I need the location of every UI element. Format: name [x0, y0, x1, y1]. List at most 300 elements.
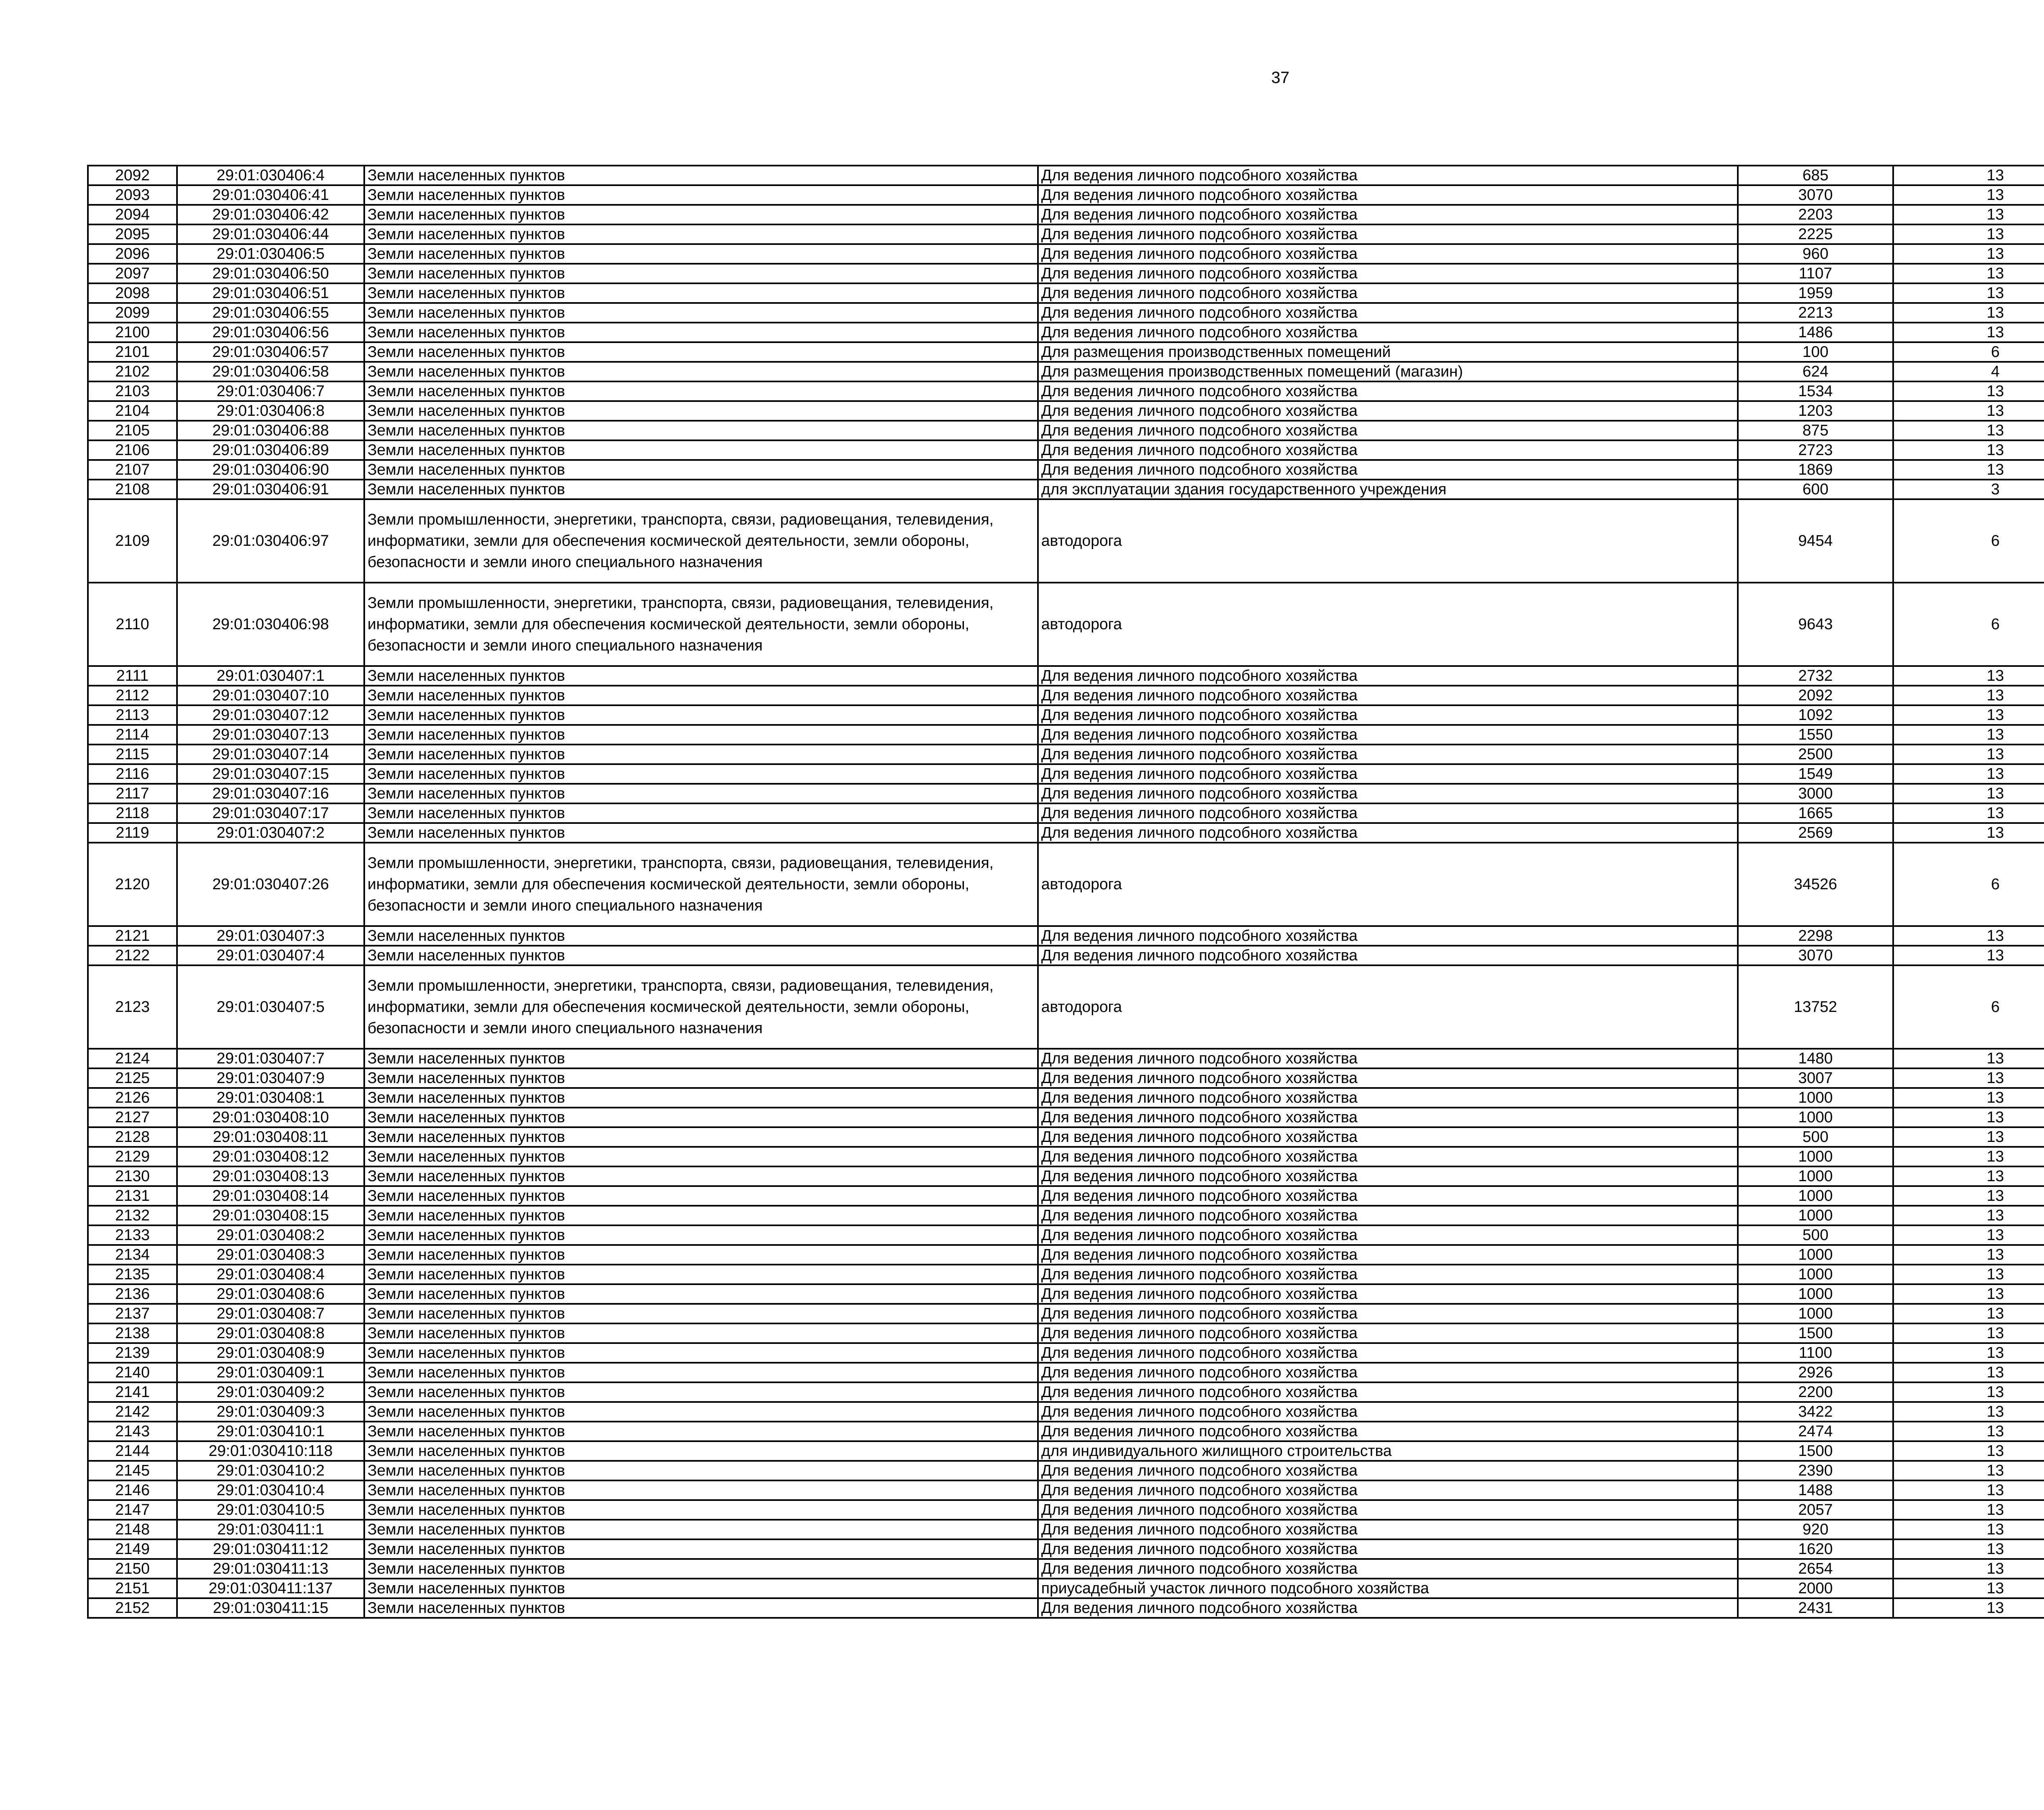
area-cell: 1959 [1738, 283, 1893, 303]
area-cell: 1100 [1738, 1343, 1893, 1363]
area-cell: 500 [1738, 1127, 1893, 1147]
cadastral-number-cell: 29:01:030406:97 [177, 499, 364, 583]
group-cell: 13 [1893, 1520, 2044, 1539]
cadastral-number-cell: 29:01:030410:5 [177, 1500, 364, 1520]
row-number-cell: 2147 [88, 1500, 177, 1520]
land-category-cell: Земли промышленности, энергетики, транспорта, связи, радиовещания, телевидения, информатики, земли для обеспечения космической деятельности, земли обороны, безопасности и земли иного специального назначения [364, 583, 1038, 666]
land-category-cell: Земли населенных пунктов [364, 264, 1038, 283]
table-row [88, 946, 2044, 965]
row-number-cell: 2116 [88, 764, 177, 784]
group-cell: 13 [1893, 1186, 2044, 1206]
cadastral-number-cell: 29:01:030406:89 [177, 440, 364, 460]
area-cell: 13752 [1738, 965, 1893, 1049]
land-category-cell: Земли населенных пунктов [364, 705, 1038, 725]
table-row [88, 1579, 2044, 1598]
area-cell: 624 [1738, 362, 1893, 381]
row-number-cell: 2131 [88, 1186, 177, 1206]
row-number-cell: 2137 [88, 1304, 177, 1323]
permitted-use-cell: Для ведения личного подсобного хозяйства [1038, 421, 1738, 440]
permitted-use-cell: Для ведения личного подсобного хозяйства [1038, 1343, 1738, 1363]
group-cell: 13 [1893, 803, 2044, 823]
area-cell: 3000 [1738, 784, 1893, 803]
permitted-use-cell: Для ведения личного подсобного хозяйства [1038, 224, 1738, 244]
land-category-cell: Земли населенных пунктов [364, 764, 1038, 784]
group-cell: 13 [1893, 1245, 2044, 1265]
row-number-cell: 2113 [88, 705, 177, 725]
group-cell: 13 [1893, 460, 2044, 480]
table-row [88, 1186, 2044, 1206]
table-row [88, 1441, 2044, 1461]
land-category-cell: Земли промышленности, энергетики, транспорта, связи, радиовещания, телевидения, информатики, земли для обеспечения космической деятельности, земли обороны, безопасности и земли иного специального назначения [364, 499, 1038, 583]
permitted-use-cell: Для ведения личного подсобного хозяйства [1038, 1520, 1738, 1539]
row-number-cell: 2145 [88, 1461, 177, 1480]
land-category-cell: Земли населенных пунктов [364, 1500, 1038, 1520]
group-cell: 6 [1893, 583, 2044, 666]
row-number-cell: 2098 [88, 283, 177, 303]
cadastral-number-cell: 29:01:030410:4 [177, 1480, 364, 1500]
land-category-cell: Земли населенных пунктов [364, 946, 1038, 965]
cadastral-number-cell: 29:01:030407:7 [177, 1049, 364, 1068]
cadastral-number-cell: 29:01:030407:3 [177, 926, 364, 946]
cadastral-number-cell: 29:01:030407:17 [177, 803, 364, 823]
table-row [88, 1304, 2044, 1323]
cadastral-number-cell: 29:01:030406:58 [177, 362, 364, 381]
land-category-cell: Земли населенных пунктов [364, 224, 1038, 244]
group-cell: 13 [1893, 705, 2044, 725]
group-cell: 13 [1893, 1166, 2044, 1186]
land-category-cell: Земли населенных пунктов [364, 1206, 1038, 1225]
area-cell: 1000 [1738, 1284, 1893, 1304]
cadastral-number-cell: 29:01:030410:118 [177, 1441, 364, 1461]
table-row [88, 666, 2044, 686]
group-cell: 13 [1893, 1382, 2044, 1402]
cadastral-number-cell: 29:01:030408:10 [177, 1108, 364, 1127]
area-cell: 1869 [1738, 460, 1893, 480]
group-cell: 13 [1893, 264, 2044, 283]
land-category-cell: Земли населенных пунктов [364, 1382, 1038, 1402]
area-cell: 1549 [1738, 764, 1893, 784]
table-row [88, 1127, 2044, 1147]
land-category-cell: Земли населенных пунктов [364, 480, 1038, 499]
cadastral-number-cell: 29:01:030407:14 [177, 745, 364, 764]
permitted-use-cell: для эксплуатации здания государственного учреждения [1038, 480, 1738, 499]
table-row [88, 166, 2044, 185]
row-number-cell: 2115 [88, 745, 177, 764]
row-number-cell: 2142 [88, 1402, 177, 1422]
group-cell: 13 [1893, 303, 2044, 323]
row-number-cell: 2097 [88, 264, 177, 283]
area-cell: 1107 [1738, 264, 1893, 283]
table-row [88, 1461, 2044, 1480]
area-cell: 9643 [1738, 583, 1893, 666]
group-cell: 13 [1893, 764, 2044, 784]
table-row [88, 1068, 2044, 1088]
table-row [88, 185, 2044, 205]
area-cell: 1500 [1738, 1441, 1893, 1461]
table-row [88, 1422, 2044, 1441]
cadastral-number-cell: 29:01:030406:41 [177, 185, 364, 205]
area-cell: 3422 [1738, 1402, 1893, 1422]
row-number-cell: 2143 [88, 1422, 177, 1441]
row-number-cell: 2130 [88, 1166, 177, 1186]
group-cell: 4 [1893, 362, 2044, 381]
row-number-cell: 2148 [88, 1520, 177, 1539]
area-cell: 1000 [1738, 1147, 1893, 1166]
area-cell: 2926 [1738, 1363, 1893, 1382]
land-category-cell: Земли населенных пунктов [364, 1343, 1038, 1363]
cadastral-number-cell: 29:01:030406:98 [177, 583, 364, 666]
table-row [88, 1225, 2044, 1245]
group-cell: 13 [1893, 1206, 2044, 1225]
row-number-cell: 2138 [88, 1323, 177, 1343]
table-row [88, 1500, 2044, 1520]
land-category-cell: Земли населенных пунктов [364, 1304, 1038, 1323]
permitted-use-cell: Для ведения личного подсобного хозяйства [1038, 205, 1738, 224]
group-cell: 6 [1893, 499, 2044, 583]
table-row [88, 1206, 2044, 1225]
land-category-cell: Земли населенных пунктов [364, 666, 1038, 686]
page-number: 37 [1271, 69, 1290, 87]
permitted-use-cell: Для ведения личного подсобного хозяйства [1038, 926, 1738, 946]
cadastral-number-cell: 29:01:030406:50 [177, 264, 364, 283]
land-category-cell: Земли населенных пунктов [364, 1127, 1038, 1147]
area-cell: 3070 [1738, 185, 1893, 205]
permitted-use-cell: Для ведения личного подсобного хозяйства [1038, 1245, 1738, 1265]
permitted-use-cell: Для ведения личного подсобного хозяйства [1038, 1461, 1738, 1480]
land-parcels-table [87, 165, 2044, 1619]
group-cell: 13 [1893, 784, 2044, 803]
group-cell: 13 [1893, 1323, 2044, 1343]
land-category-cell: Земли населенных пунктов [364, 1539, 1038, 1559]
cadastral-number-cell: 29:01:030408:11 [177, 1127, 364, 1147]
row-number-cell: 2092 [88, 166, 177, 185]
permitted-use-cell: Для ведения личного подсобного хозяйства [1038, 764, 1738, 784]
permitted-use-cell: Для ведения личного подсобного хозяйства [1038, 1422, 1738, 1441]
area-cell: 1486 [1738, 323, 1893, 342]
permitted-use-cell: Для ведения личного подсобного хозяйства [1038, 1363, 1738, 1382]
area-cell: 1488 [1738, 1480, 1893, 1500]
permitted-use-cell: Для ведения личного подсобного хозяйства [1038, 1500, 1738, 1520]
row-number-cell: 2110 [88, 583, 177, 666]
table-row [88, 705, 2044, 725]
table-row [88, 362, 2044, 381]
permitted-use-cell: Для ведения личного подсобного хозяйства [1038, 1127, 1738, 1147]
land-category-cell: Земли населенных пунктов [364, 1461, 1038, 1480]
row-number-cell: 2141 [88, 1382, 177, 1402]
row-number-cell: 2118 [88, 803, 177, 823]
row-number-cell: 2149 [88, 1539, 177, 1559]
row-number-cell: 2144 [88, 1441, 177, 1461]
permitted-use-cell: Для ведения личного подсобного хозяйства [1038, 1225, 1738, 1245]
permitted-use-cell: Для ведения личного подсобного хозяйства [1038, 283, 1738, 303]
group-cell: 6 [1893, 342, 2044, 362]
cadastral-number-cell: 29:01:030408:13 [177, 1166, 364, 1186]
row-number-cell: 2099 [88, 303, 177, 323]
table-row [88, 1108, 2044, 1127]
permitted-use-cell: Для ведения личного подсобного хозяйства [1038, 1598, 1738, 1618]
area-cell: 9454 [1738, 499, 1893, 583]
permitted-use-cell: Для ведения личного подсобного хозяйства [1038, 1323, 1738, 1343]
table-row [88, 499, 2044, 583]
land-category-cell: Земли населенных пунктов [364, 401, 1038, 421]
permitted-use-cell: Для ведения личного подсобного хозяйства [1038, 440, 1738, 460]
table-row [88, 1049, 2044, 1068]
area-cell: 1092 [1738, 705, 1893, 725]
row-number-cell: 2125 [88, 1068, 177, 1088]
table-row [88, 1402, 2044, 1422]
area-cell: 2732 [1738, 666, 1893, 686]
cadastral-number-cell: 29:01:030407:12 [177, 705, 364, 725]
cadastral-number-cell: 29:01:030406:44 [177, 224, 364, 244]
cadastral-number-cell: 29:01:030411:15 [177, 1598, 364, 1618]
permitted-use-cell: Для ведения личного подсобного хозяйства [1038, 1206, 1738, 1225]
table-row [88, 205, 2044, 224]
permitted-use-cell: автодорога [1038, 965, 1738, 1049]
cadastral-number-cell: 29:01:030407:1 [177, 666, 364, 686]
cadastral-number-cell: 29:01:030407:16 [177, 784, 364, 803]
group-cell: 13 [1893, 823, 2044, 843]
group-cell: 13 [1893, 244, 2044, 264]
area-cell: 600 [1738, 480, 1893, 499]
group-cell: 13 [1893, 1304, 2044, 1323]
permitted-use-cell: Для ведения личного подсобного хозяйства [1038, 1382, 1738, 1402]
row-number-cell: 2102 [88, 362, 177, 381]
permitted-use-cell: приусадебный участок личного подсобного хозяйства [1038, 1579, 1738, 1598]
area-cell: 920 [1738, 1520, 1893, 1539]
cadastral-number-cell: 29:01:030408:8 [177, 1323, 364, 1343]
row-number-cell: 2150 [88, 1559, 177, 1579]
row-number-cell: 2123 [88, 965, 177, 1049]
table-row [88, 926, 2044, 946]
table-row [88, 1284, 2044, 1304]
table-row [88, 303, 2044, 323]
table-row [88, 1245, 2044, 1265]
area-cell: 1620 [1738, 1539, 1893, 1559]
area-cell: 1000 [1738, 1108, 1893, 1127]
row-number-cell: 2121 [88, 926, 177, 946]
row-number-cell: 2093 [88, 185, 177, 205]
area-cell: 1550 [1738, 725, 1893, 745]
row-number-cell: 2094 [88, 205, 177, 224]
row-number-cell: 2100 [88, 323, 177, 342]
cadastral-number-cell: 29:01:030406:88 [177, 421, 364, 440]
row-number-cell: 2133 [88, 1225, 177, 1245]
row-number-cell: 2104 [88, 401, 177, 421]
permitted-use-cell: Для размещения производственных помещений [1038, 342, 1738, 362]
cadastral-number-cell: 29:01:030411:1 [177, 1520, 364, 1539]
cadastral-number-cell: 29:01:030408:1 [177, 1088, 364, 1108]
land-category-cell: Земли населенных пунктов [364, 745, 1038, 764]
cadastral-number-cell: 29:01:030408:12 [177, 1147, 364, 1166]
table-row [88, 823, 2044, 843]
land-category-cell: Земли населенных пунктов [364, 1520, 1038, 1539]
table-row [88, 745, 2044, 764]
table-row [88, 965, 2044, 1049]
permitted-use-cell: Для ведения личного подсобного хозяйства [1038, 381, 1738, 401]
cadastral-number-cell: 29:01:030406:56 [177, 323, 364, 342]
area-cell: 2213 [1738, 303, 1893, 323]
permitted-use-cell: Для ведения личного подсобного хозяйства [1038, 401, 1738, 421]
cadastral-number-cell: 29:01:030406:5 [177, 244, 364, 264]
area-cell: 1534 [1738, 381, 1893, 401]
land-category-cell: Земли населенных пунктов [364, 283, 1038, 303]
cadastral-number-cell: 29:01:030407:5 [177, 965, 364, 1049]
land-category-cell: Земли населенных пунктов [364, 1108, 1038, 1127]
cadastral-number-cell: 29:01:030406:91 [177, 480, 364, 499]
area-cell: 2500 [1738, 745, 1893, 764]
land-category-cell: Земли населенных пунктов [364, 803, 1038, 823]
land-category-cell: Земли населенных пунктов [364, 185, 1038, 205]
permitted-use-cell: автодорога [1038, 843, 1738, 926]
area-cell: 2200 [1738, 1382, 1893, 1402]
land-category-cell: Земли населенных пунктов [364, 1265, 1038, 1284]
group-cell: 13 [1893, 1088, 2044, 1108]
table-row [88, 1520, 2044, 1539]
cadastral-number-cell: 29:01:030407:4 [177, 946, 364, 965]
area-cell: 500 [1738, 1225, 1893, 1245]
area-cell: 1000 [1738, 1304, 1893, 1323]
permitted-use-cell: Для ведения личного подсобного хозяйства [1038, 803, 1738, 823]
land-category-cell: Земли населенных пунктов [364, 205, 1038, 224]
table-row [88, 803, 2044, 823]
row-number-cell: 2124 [88, 1049, 177, 1068]
table-row [88, 480, 2044, 499]
row-number-cell: 2096 [88, 244, 177, 264]
table-row [88, 686, 2044, 705]
permitted-use-cell: Для ведения личного подсобного хозяйства [1038, 1559, 1738, 1579]
land-category-cell: Земли населенных пунктов [364, 823, 1038, 843]
group-cell: 13 [1893, 1422, 2044, 1441]
permitted-use-cell: Для ведения личного подсобного хозяйства [1038, 946, 1738, 965]
cadastral-number-cell: 29:01:030407:9 [177, 1068, 364, 1088]
group-cell: 13 [1893, 1284, 2044, 1304]
land-category-cell: Земли населенных пунктов [364, 460, 1038, 480]
land-category-cell: Земли населенных пунктов [364, 1441, 1038, 1461]
group-cell: 13 [1893, 421, 2044, 440]
land-category-cell: Земли промышленности, энергетики, транспорта, связи, радиовещания, телевидения, информатики, земли для обеспечения космической деятельности, земли обороны, безопасности и земли иного специального назначения [364, 843, 1038, 926]
cadastral-number-cell: 29:01:030406:57 [177, 342, 364, 362]
row-number-cell: 2107 [88, 460, 177, 480]
cadastral-number-cell: 29:01:030408:9 [177, 1343, 364, 1363]
group-cell: 13 [1893, 440, 2044, 460]
permitted-use-cell: Для ведения личного подсобного хозяйства [1038, 1166, 1738, 1186]
table-row [88, 224, 2044, 244]
permitted-use-cell: Для ведения личного подсобного хозяйства [1038, 1402, 1738, 1422]
land-category-cell: Земли населенных пунктов [364, 440, 1038, 460]
table-row [88, 725, 2044, 745]
table-row [88, 421, 2044, 440]
row-number-cell: 2136 [88, 1284, 177, 1304]
group-cell: 13 [1893, 1579, 2044, 1598]
group-cell: 13 [1893, 1500, 2044, 1520]
land-category-cell: Земли населенных пунктов [364, 1284, 1038, 1304]
table-row [88, 1598, 2044, 1618]
row-number-cell: 2139 [88, 1343, 177, 1363]
table-row [88, 1166, 2044, 1186]
group-cell: 13 [1893, 1225, 2044, 1245]
land-category-cell: Земли населенных пунктов [364, 1559, 1038, 1579]
area-cell: 2057 [1738, 1500, 1893, 1520]
group-cell: 13 [1893, 205, 2044, 224]
table-row [88, 1265, 2044, 1284]
row-number-cell: 2095 [88, 224, 177, 244]
group-cell: 13 [1893, 946, 2044, 965]
group-cell: 13 [1893, 666, 2044, 686]
table-row [88, 440, 2044, 460]
table-row [88, 1363, 2044, 1382]
permitted-use-cell: Для ведения личного подсобного хозяйства [1038, 725, 1738, 745]
group-cell: 13 [1893, 224, 2044, 244]
table-row [88, 401, 2044, 421]
table-row [88, 1343, 2044, 1363]
area-cell: 1000 [1738, 1088, 1893, 1108]
cadastral-number-cell: 29:01:030406:8 [177, 401, 364, 421]
land-category-cell: Земли населенных пунктов [364, 1186, 1038, 1206]
land-category-cell: Земли населенных пунктов [364, 1068, 1038, 1088]
permitted-use-cell: Для ведения личного подсобного хозяйства [1038, 1049, 1738, 1068]
table-row [88, 1480, 2044, 1500]
permitted-use-cell: Для ведения личного подсобного хозяйства [1038, 686, 1738, 705]
permitted-use-cell: Для ведения личного подсобного хозяйства [1038, 1480, 1738, 1500]
table-row [88, 1382, 2044, 1402]
permitted-use-cell: Для ведения личного подсобного хозяйства [1038, 705, 1738, 725]
row-number-cell: 2114 [88, 725, 177, 745]
group-cell: 13 [1893, 1343, 2044, 1363]
area-cell: 34526 [1738, 843, 1893, 926]
land-category-cell: Земли населенных пунктов [364, 166, 1038, 185]
group-cell: 13 [1893, 381, 2044, 401]
table-row [88, 784, 2044, 803]
group-cell: 13 [1893, 185, 2044, 205]
land-category-cell: Земли населенных пунктов [364, 323, 1038, 342]
table-row [88, 1539, 2044, 1559]
table-row [88, 843, 2044, 926]
land-category-cell: Земли населенных пунктов [364, 342, 1038, 362]
permitted-use-cell: Для ведения личного подсобного хозяйства [1038, 244, 1738, 264]
row-number-cell: 2122 [88, 946, 177, 965]
table-row [88, 583, 2044, 666]
cadastral-number-cell: 29:01:030407:10 [177, 686, 364, 705]
land-category-cell: Земли населенных пунктов [364, 1363, 1038, 1382]
cadastral-number-cell: 29:01:030406:7 [177, 381, 364, 401]
group-cell: 13 [1893, 1598, 2044, 1618]
cadastral-number-cell: 29:01:030407:15 [177, 764, 364, 784]
cadastral-number-cell: 29:01:030410:2 [177, 1461, 364, 1480]
area-cell: 875 [1738, 421, 1893, 440]
land-category-cell: Земли населенных пунктов [364, 362, 1038, 381]
cadastral-number-cell: 29:01:030408:2 [177, 1225, 364, 1245]
area-cell: 2203 [1738, 205, 1893, 224]
permitted-use-cell: Для ведения личного подсобного хозяйства [1038, 784, 1738, 803]
permitted-use-cell: Для ведения личного подсобного хозяйства [1038, 1265, 1738, 1284]
cadastral-number-cell: 29:01:030407:13 [177, 725, 364, 745]
group-cell: 3 [1893, 480, 2044, 499]
area-cell: 685 [1738, 166, 1893, 185]
permitted-use-cell: Для ведения личного подсобного хозяйства [1038, 1539, 1738, 1559]
group-cell: 13 [1893, 1127, 2044, 1147]
land-category-cell: Земли населенных пунктов [364, 1598, 1038, 1618]
row-number-cell: 2119 [88, 823, 177, 843]
group-cell: 13 [1893, 323, 2044, 342]
group-cell: 13 [1893, 926, 2044, 946]
row-number-cell: 2127 [88, 1108, 177, 1127]
cadastral-number-cell: 29:01:030410:1 [177, 1422, 364, 1441]
land-category-cell: Земли населенных пунктов [364, 1422, 1038, 1441]
table-row [88, 1147, 2044, 1166]
group-cell: 13 [1893, 1461, 2044, 1480]
cadastral-number-cell: 29:01:030409:3 [177, 1402, 364, 1422]
area-cell: 2569 [1738, 823, 1893, 843]
